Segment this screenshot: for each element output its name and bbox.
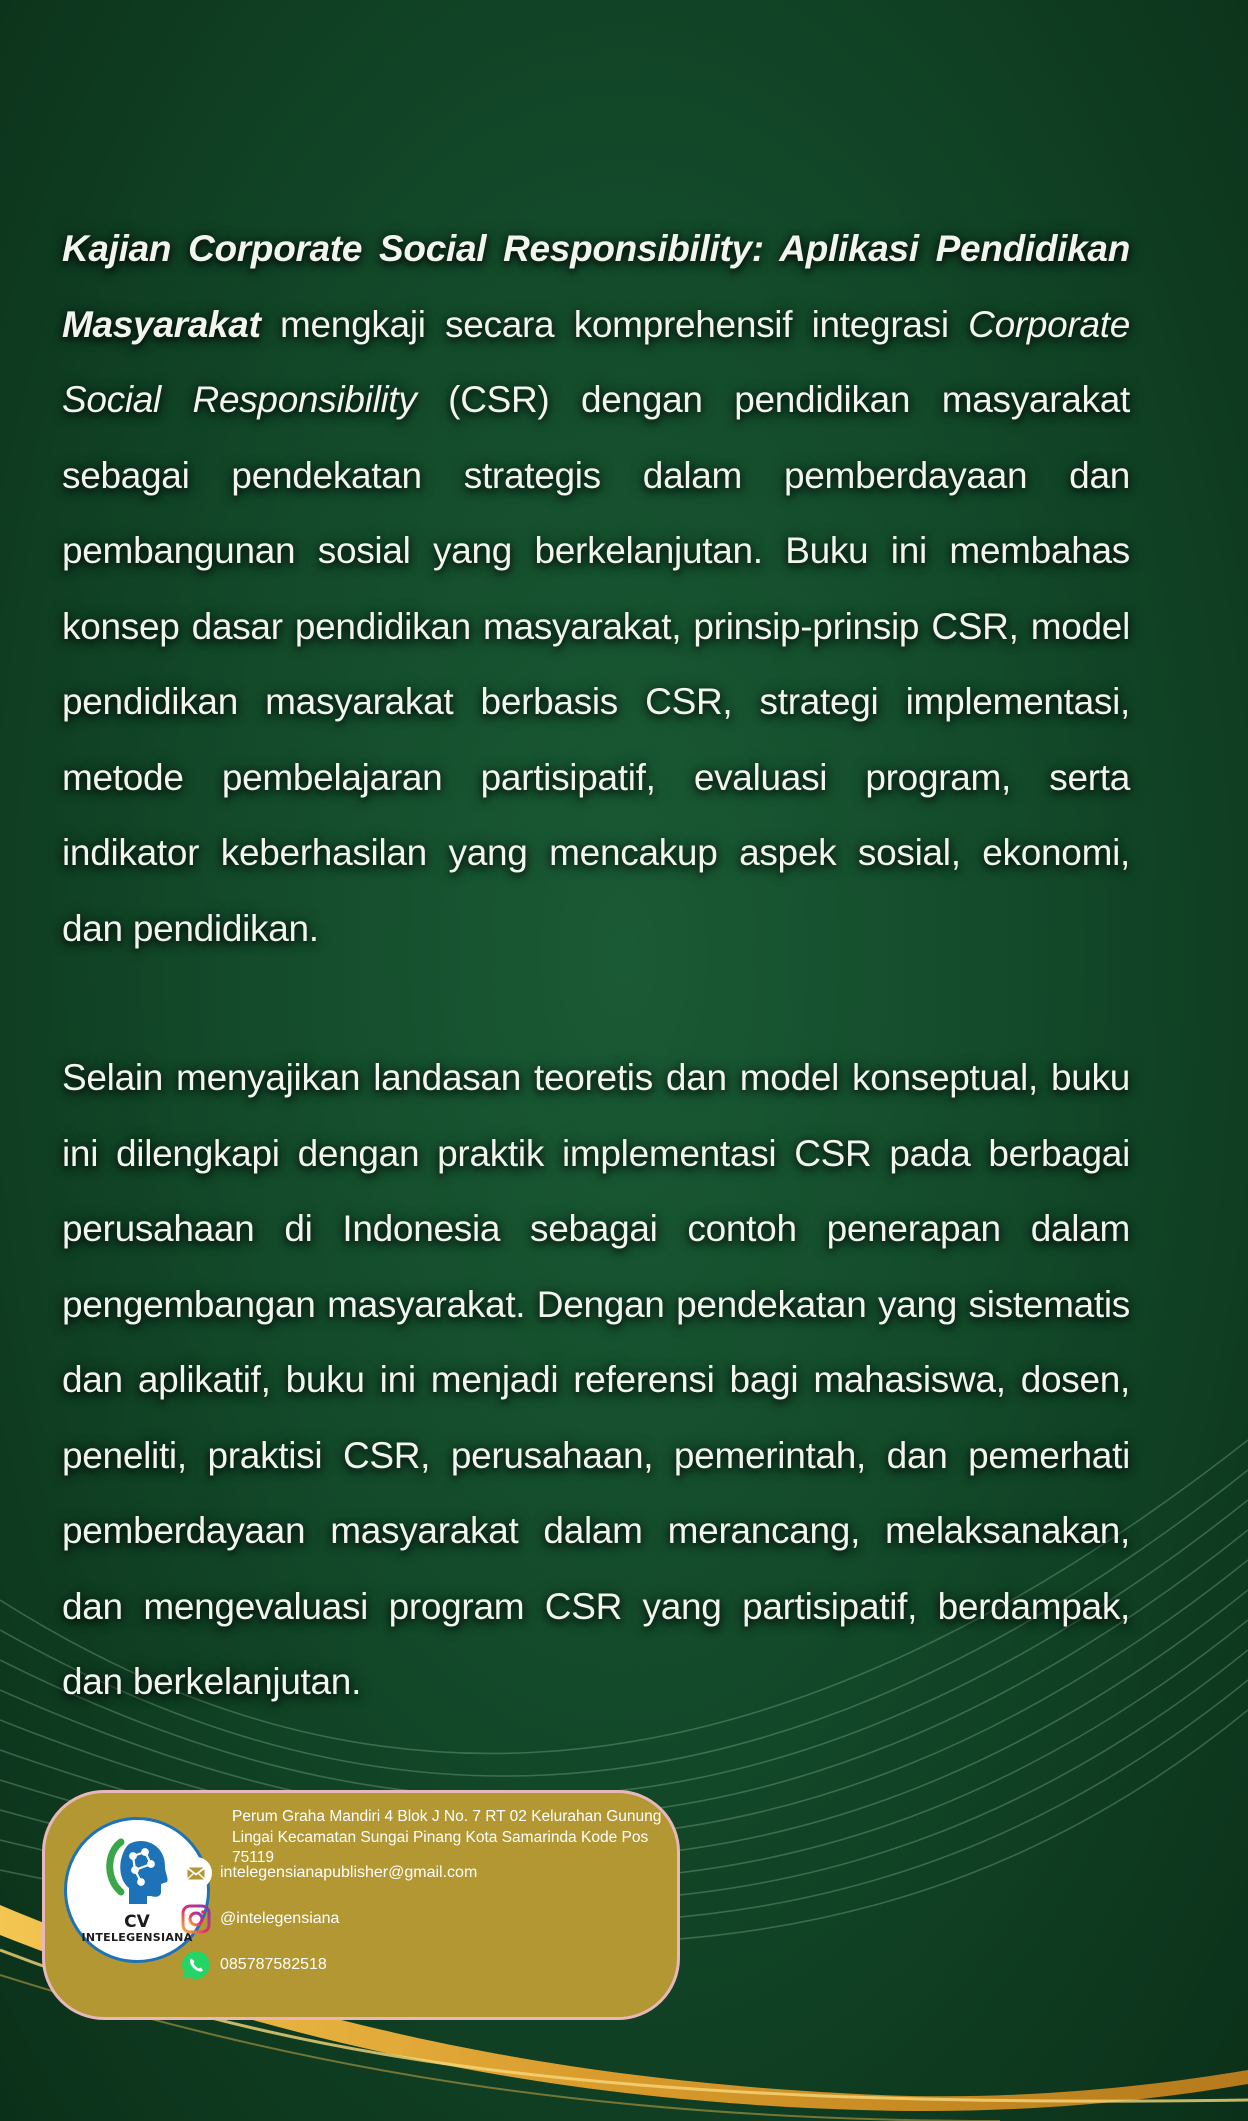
logo-cv-text: CV (124, 1912, 150, 1932)
contact-email: intelegensianapublisher@gmail.com (220, 1864, 478, 1881)
csr-term: Corporate Social Responsibility (62, 303, 1130, 420)
contact-instagram-row[interactable] (180, 1902, 339, 1936)
contact-whatsapp-row[interactable] (180, 1948, 327, 1982)
description-text-part-a: mengkaji secara komprehensif integrasi (260, 303, 969, 345)
description-text-part-b: (CSR) dengan pendidikan masyarakat sebagai pendekatan strategis dalam pemberdayaan dan pembangunan sosial yang berkelanjutan. Buku ini membahas konsep dasar pendidikan masyarakat, prinsip-prinsip CSR, model pendidikan masyarakat berbasis CSR, strategi implementasi, metode pembelajaran partisipatif, evaluasi program, serta indikator keberhasilan yang mencakup aspek sosial, ekonomi, dan pendidikan. (62, 379, 1130, 949)
publisher-logo (64, 1817, 210, 1963)
contact-email-row[interactable] (180, 1856, 477, 1890)
email-icon (180, 1857, 212, 1889)
description-paragraph-1 (62, 211, 1130, 966)
contact-whatsapp: 085787582518 (220, 1956, 327, 1973)
book-title: Kajian Corporate Social Responsibility: Aplikasi Pendidikan Masyarakat (62, 228, 1130, 345)
brain-head-icon (99, 1830, 181, 1912)
description-paragraph-2: Selain menyajikan landasan teoretis dan model konseptual, buku ini dilengkapi dengan praktik implementasi CSR pada berbagai perusahaan di Indonesia sebagai contoh penerapan dalam pengembangan masyarakat. Dengan pendekatan yang sistematis dan aplikatif, buku ini menjadi referensi bagi mahasiswa, dosen, peneliti, praktisi CSR, perusahaan, pemerintah, dan pemerhati pemberdayaan masyarakat dalam merancang, melaksanakan, dan mengevaluasi program CSR yang partisipatif, berdampak, dan berkelanjutan. (62, 1057, 1130, 1702)
publisher-address: Perum Graha Mandiri 4 Blok J No. 7 RT 02 Kelurahan Gunung Lingai Kecamatan Sungai Pinang Kota Samarinda Kode Pos 75119 (232, 1808, 662, 1866)
publisher-contact-card (42, 1790, 680, 2020)
instagram-icon (180, 1903, 212, 1935)
whatsapp-icon (180, 1949, 212, 1981)
contact-instagram: @intelegensiana (220, 1910, 340, 1927)
logo-name-text: INTELEGENSIANA (81, 1931, 193, 1944)
